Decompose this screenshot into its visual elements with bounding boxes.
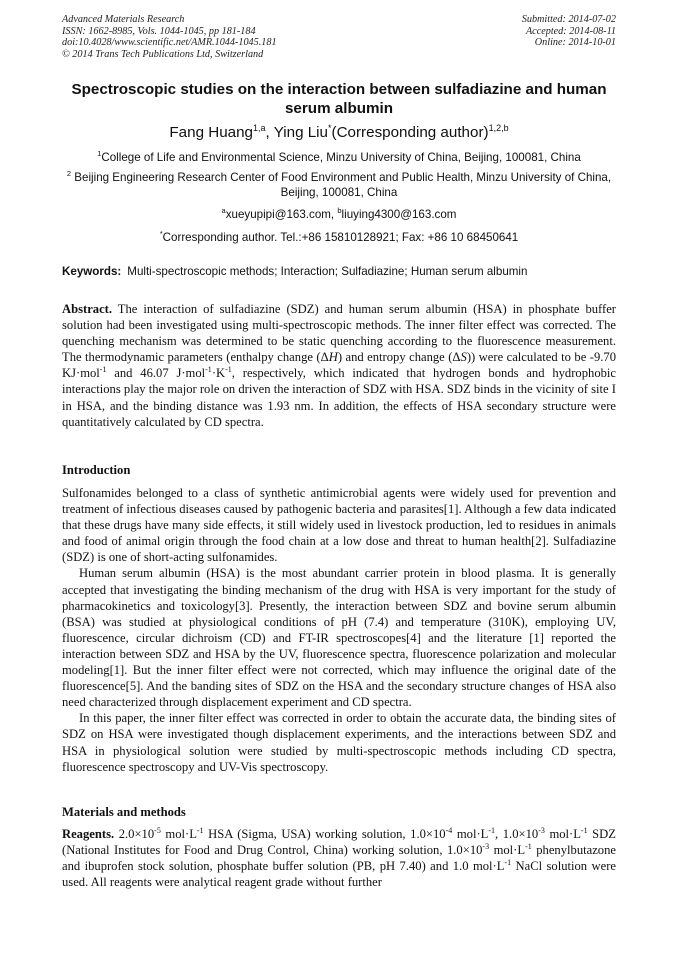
submitted-date: Submitted: 2014-07-02 [521,14,616,25]
reagents-text-3: HSA (Sigma, USA) working solution, 1.0×10 [203,827,446,841]
affiliation-2-number: 2 [66,169,72,178]
abstract-sup-1: -1 [99,365,107,375]
reagents-sup-9: -1 [504,858,512,868]
entropy-symbol: S [460,350,467,365]
affiliation-2 [62,170,616,200]
author-emails [62,207,616,222]
reagents-text-9: phenylbutazone and ibuprofen stock solution, phosphate buffer solution (PB, pH 7.40) and 1.0 mol·L [62,843,616,874]
reagents-text-2: mol·L [160,827,197,841]
reagents-sup-5: -3 [538,826,545,835]
affiliation-2-text: Beijing Engineering Research Center of Food Environment and Public Health, Minzu University of China, Beijing, 100081, China [71,171,612,199]
paper-title: Spectroscopic studies on the interaction between sulfadiazine and human serum albumin [71,81,607,117]
methods-heading: Materials and methods [62,805,186,819]
abstract [62,301,616,430]
reagents-text-10: NaCl solution were used. All reagents were analytical reagent grade without further [62,859,616,890]
introduction-body [62,485,616,775]
reagents-text-8: mol·L [489,843,526,858]
author-1-name: Fang Huang [169,124,253,141]
reagents-sup-6: -1 [580,826,588,835]
reagents-text-7: SDZ (National Institutes for Food and Drug Control, China) working solution, 1.0×10 [62,827,616,858]
abstract-sup-3: -1 [225,365,232,375]
abstract-text-6: , respectively, which indicated that hydrogen bonds and hydrophobic interactions play the major role on driven the interaction of SDZ with HSA. SDZ binds in the vicinity of site I in HSA, and the binding distance was 1.93 nm. In addition, the effects of HSA secondary structure were quantitatively calculated by CD spectra. [62,366,616,429]
reagents-sup-2: -1 [196,826,204,835]
email-b-sup: b [337,206,342,215]
abstract-text-5: ·K [211,366,226,381]
keywords [62,264,616,279]
author-line [62,123,616,143]
author-2-sup: 1,2,b [488,123,509,133]
author-2-role: (Corresponding author) [331,124,489,141]
email-a-sup: a [221,206,226,215]
abstract-text-2: ) and entropy change (Δ [337,350,461,365]
reagents-sup-3: -4 [445,826,453,835]
intro-paragraph-3: In this paper, the inner filter effect was corrected in order to obtain the accurate data, the binding sites of SDZ on HSA were investigated though displacement experiments, and the interactions between SDZ and HSA in physiological solution were studied by multi-spectroscopic methods including CD spectra, fluorescence spectroscopy and UV-Vis spectroscopy. [62,711,616,774]
methods-body [62,826,616,890]
abstract-text-3: )) were calculated to be -9.70 KJ·mol [62,350,616,381]
abstract-label: Abstract. [62,302,113,316]
reagents-text-1: 2.0×10 [114,827,155,841]
keywords-label: Keywords: [62,265,122,278]
author-2-star: * [328,123,332,133]
author-1-sup: 1,a [253,123,266,133]
abstract-text-1: The interaction of sulfadiazine (SDZ) and human serum albumin (HSA) in phosphate buffer solution had been investigated using multi-spectroscopic methods. The inner filter effect was corrected. The quenching mechanism was determined to be static quenching according to the fluorescence measurement. The thermodynamic parameters (enthalpy change (Δ [62,302,616,365]
reagents-text-4: mol·L [452,827,489,841]
reagents-sup-8: -1 [525,842,532,852]
online-date: Online: 2014-10-01 [534,37,616,49]
affiliation-1-number: 1 [97,149,102,158]
email-a[interactable]: xueyupipi@163.com, [225,208,338,221]
enthalpy-symbol: H [328,350,338,365]
author-2-name: Ying Liu [273,124,329,141]
corresponding-author-contact [62,230,616,245]
author-separator: , [265,124,274,141]
corr-text: Corresponding author. Tel.:+86 15810128921; Fax: +86 10 68450641 [162,231,519,244]
reagents-text-6: mol·L [544,827,581,841]
publication-dates [522,14,616,49]
intro-paragraph-1: Sulfonamides belonged to a class of synthetic antimicrobial agents were widely used for prevention and treatment of infectious diseases caused by pathogenic bacteria and parasites[1]. Although a few data indicated that these drugs have many side effects, it still widely used in livestock production, led to residues in animals and food of animal origin through the food chain at a low dose and threat to human health[2]. Sulfadiazine (SDZ) is one of short-acting sulfonamides. [62,486,616,565]
journal-copyright: © 2014 Trans Tech Publications Ltd, Switzerland [62,48,264,60]
corr-star: * [159,229,163,238]
reagents-sup-4: -1 [488,826,496,835]
keywords-text: Multi-spectroscopic methods; Interaction; Sulfadiazine; Human serum albumin [127,265,528,278]
intro-paragraph-2: Human serum albumin (HSA) is the most abundant carrier protein in blood plasma. It is generally accepted that investigating the binding mechanism of the drug with HSA is very important for the study of pharmacokinetics and toxicology[3]. Presently, the interaction between SDZ and bovine serum albumin (BSA) was studied at physiological conditions of pH (7.4) and temperature (310K), employing UV, fluorescence, circular dichroism (CD) and FT-IR spectroscopes[4] and the literature [1] reported the interaction between SDZ and HSA by the UV, fluorescence spectra, fluorescence polarization and molecular modeling[1]. But the inner filter effect were not corrected, which may influence the original date of the fluorescence[5]. And the banding sites of SDZ on the HSA and the secondary structure changes of HSA also need characterized through displacement experiment and CD spectra. [62,566,616,710]
reagents-sup-7: -3 [482,842,490,852]
introduction-heading: Introduction [62,463,131,477]
reagents-label: Reagents. [62,827,115,841]
journal-name: Advanced Materials Research [62,14,185,25]
reagents-sup-1: -5 [154,826,161,835]
abstract-text-4: and 46.07 J·mol [106,366,206,381]
affiliation-1-text: College of Life and Environmental Science, Minzu University of China, Beijing, 100081, China [101,151,581,164]
accepted-date: Accepted: 2014-08-11 [525,25,616,37]
journal-info [62,14,277,60]
abstract-sup-2: -1 [205,365,212,375]
journal-issn: ISSN: 1662-8985, Vols. 1044-1045, pp 181-184 [62,25,256,37]
reagents-paragraph [62,826,616,890]
reagents-text-5: , 1.0×10 [495,827,539,841]
email-b[interactable]: liuying4300@163.com [341,208,457,221]
affiliation-1 [62,150,616,165]
journal-doi: doi:10.4028/www.scientific.net/AMR.1044-1045.181 [62,37,277,49]
